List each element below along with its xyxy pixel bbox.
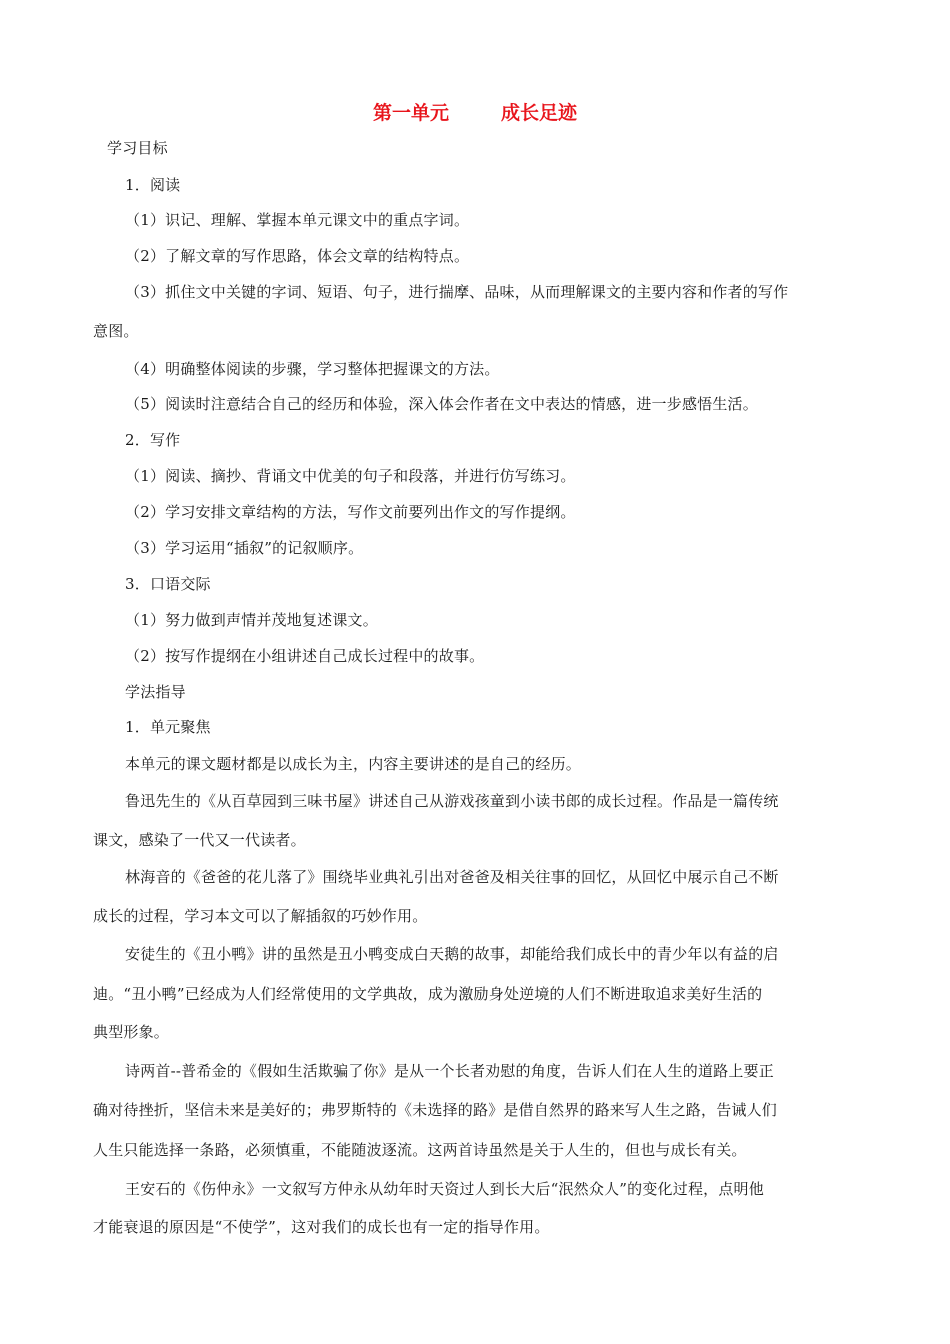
wang-paragraph-line-1: 王安石的《伤仲永》一文叙写方仲永从幼年时天资过人到长大后“泯然众人”的变化过程，点明他 — [125, 1180, 764, 1198]
andersen-paragraph-line-1: 安徒生的《丑小鸭》讲的虽然是丑小鸭变成白天鹅的故事，却能给我们成长中的青少年以有益的启 — [125, 945, 779, 963]
luxun-paragraph-line-1: 鲁迅先生的《从百草园到三味书屋》讲述自己从游戏孩童到小读书郎的成长过程。作品是一篇传统 — [125, 792, 779, 810]
reading-heading: 1．阅读 — [125, 176, 181, 194]
andersen-paragraph-line-2: 迪。“丑小鸭”已经成为人们经常使用的文学典故，成为激励身处逆境的人们不断进取追求美好生活的 — [93, 985, 763, 1003]
title-theme: 成长足迹 — [501, 102, 578, 124]
goals-heading: 学习目标 — [107, 139, 168, 157]
lin-paragraph-line-2: 成长的过程，学习本文可以了解插叙的巧妙作用。 — [93, 907, 428, 925]
reading-item-2: （2）了解文章的写作思路，体会文章的结构特点。 — [125, 247, 470, 265]
focus-intro: 本单元的课文题材都是以成长为主，内容主要讲述的是自己的经历。 — [125, 755, 582, 773]
wang-paragraph-line-2: 才能衰退的原因是“不使学”，这对我们的成长也有一定的指导作用。 — [93, 1218, 550, 1236]
luxun-paragraph-line-2: 课文，感染了一代又一代读者。 — [93, 831, 306, 849]
oral-heading: 3．口语交际 — [125, 575, 211, 593]
writing-item-3: （3）学习运用“插叙”的记叙顺序。 — [125, 539, 364, 557]
reading-item-5: （5）阅读时注意结合自己的经历和体验，深入体会作者在文中表达的情感，进一步感悟生活。 — [125, 395, 758, 413]
poems-paragraph-line-1: 诗两首--普希金的《假如生活欺骗了你》是从一个长者劝慰的角度，告诉人们在人生的道路上要正 — [125, 1062, 774, 1080]
method-heading: 学法指导 — [125, 683, 186, 701]
poems-paragraph-line-2: 确对待挫折，坚信未来是美好的；弗罗斯特的《未选择的路》是借自然界的路来写人生之路，告诫人们 — [93, 1101, 778, 1119]
focus-heading: 1．单元聚焦 — [125, 718, 211, 736]
reading-item-1: （1）识记、理解、掌握本单元课文中的重点字词。 — [125, 211, 470, 229]
lin-paragraph-line-1: 林海音的《爸爸的花儿落了》围绕毕业典礼引出对爸爸及相关往事的回忆，从回忆中展示自己不断 — [125, 868, 779, 886]
writing-item-2: （2）学习安排文章结构的方法，写作文前要列出作文的写作提纲。 — [125, 503, 576, 521]
writing-heading: 2．写作 — [125, 431, 181, 449]
reading-item-3a: （3）抓住文中关键的字词、短语、句子，进行揣摩、品味，从而理解课文的主要内容和作者的写作 — [125, 283, 789, 301]
reading-item-3b: 意图。 — [93, 322, 139, 340]
oral-item-1: （1）努力做到声情并茂地复述课文。 — [125, 611, 378, 629]
oral-item-2: （2）按写作提纲在小组讲述自己成长过程中的故事。 — [125, 647, 485, 665]
andersen-paragraph-line-3: 典型形象。 — [93, 1023, 170, 1041]
reading-item-4: （4）明确整体阅读的步骤，学习整体把握课文的方法。 — [125, 360, 500, 378]
writing-item-1: （1）阅读、摘抄、背诵文中优美的句子和段落，并进行仿写练习。 — [125, 467, 576, 485]
page-title — [0, 99, 950, 127]
poems-paragraph-line-3: 人生只能选择一条路，必须慎重，不能随波逐流。这两首诗虽然是关于人生的，但也与成长有关。 — [93, 1141, 747, 1159]
title-unit: 第一单元 — [372, 102, 449, 124]
